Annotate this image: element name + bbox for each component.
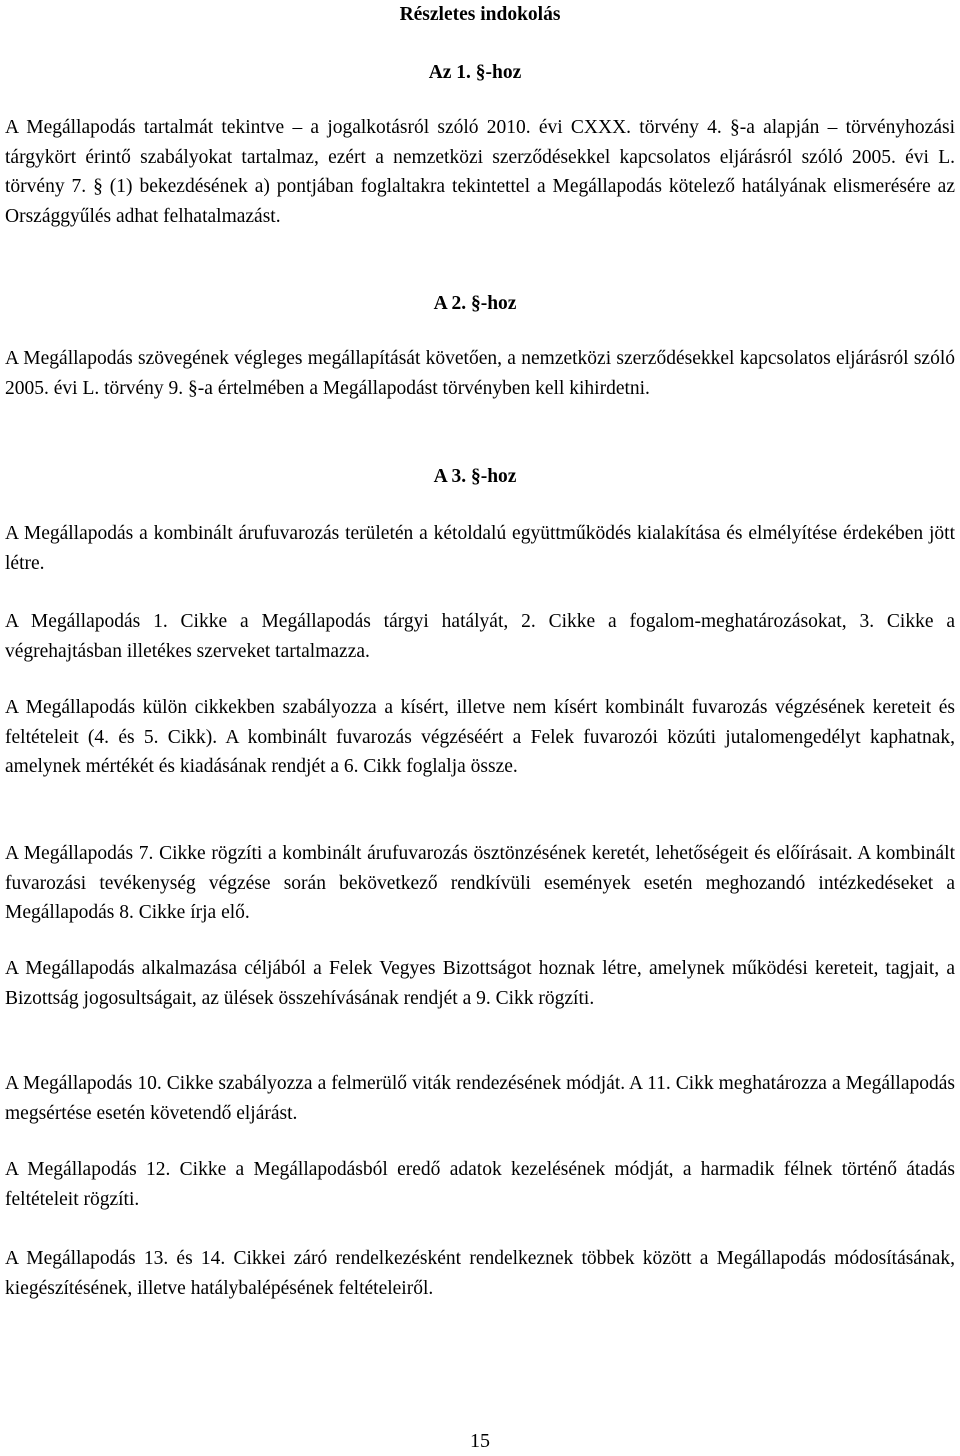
section-3-paragraph-2: A Megállapodás 1. Cikke a Megállapodás tárgyi hatályát, 2. Cikke a fogalom-meghatározásokat, 3. Cikke a végrehajtásban illetékes szerveket tartalmazza.	[5, 611, 955, 662]
page-number: 15	[470, 1430, 490, 1452]
section-2-paragraph-1: A Megállapodás szövegének végleges megállapítását követően, a nemzetközi szerződésekkel kapcsolatos eljárásról szóló 2005. évi L. törvény 9. §-a értelmében a Megállapodást törvényben kell kihirdetni.	[5, 348, 955, 399]
section-3-paragraph-8: A Megállapodás 13. és 14. Cikkei záró rendelkezésként rendelkeznek többek között a Megállapodás módosításának, kiegészítésének, illetve hatálybalépésének feltételeiről.	[5, 1248, 955, 1299]
document-page	[5, 0, 955, 1456]
document-title: Részletes indokolás	[399, 4, 561, 25]
section-3-paragraph-1: A Megállapodás a kombinált árufuvarozás területén a kétoldalú együttműködés kialakítása és elmélyítése érdekében jött létre.	[5, 523, 955, 574]
section-3-paragraph-6: A Megállapodás 10. Cikke szabályozza a felmerülő viták rendezésének módját. A 11. Cikk meghatározza a Megállapodás megsértése esetén követendő eljárást.	[5, 1073, 955, 1124]
section-heading-3: A 3. §-hoz	[433, 466, 517, 487]
section-3-paragraph-4: A Megállapodás 7. Cikke rögzíti a kombinált árufuvarozás ösztönzésének keretét, lehetőségeit és előírásait. A kombinált fuvarozási tevékenység végzése során bekövetkező rendkívüli események esetén meghozandó intézkedéseket a Megállapodás 8. Cikke írja elő.	[5, 843, 955, 923]
section-3-paragraph-3: A Megállapodás külön cikkekben szabályozza a kísért, illetve nem kísért kombinált fuvarozás végzésének kereteit és feltételeit (4. és 5. Cikk). A kombinált fuvarozás végzéséért a Felek fuvarozói közúti jutalomengedélyt kaphatnak, amelynek mértékét és kiadásának rendjét a 6. Cikk foglalja össze.	[5, 697, 955, 777]
section-heading-2: A 2. §-hoz	[433, 293, 517, 314]
section-heading-1: Az 1. §-hoz	[428, 62, 522, 83]
section-3-paragraph-5: A Megállapodás alkalmazása céljából a Felek Vegyes Bizottságot hoznak létre, amelynek működési kereteit, tagjait, a Bizottság jogosultságait, az ülések összehívásának rendjét a 9. Cikk rögzíti.	[5, 958, 955, 1009]
section-1-paragraph-1: A Megállapodás tartalmát tekintve – a jogalkotásról szóló 2010. évi CXXX. törvény 4. §-a alapján – törvényhozási tárgykört érintő szabályokat tartalmaz, ezért a nemzetközi szerződésekkel kapcsolatos eljárásról szóló 2005. évi L. törvény 7. § (1) bekezdésének a) pontjában foglaltakra tekintettel a Megállapodás kötelező hatályának elismerésére az Országgyűlés adhat felhatalmazást.	[5, 117, 955, 227]
section-3-paragraph-7: A Megállapodás 12. Cikke a Megállapodásból eredő adatok kezelésének módját, a harmadik félnek történő átadás feltételeit rögzíti.	[5, 1159, 955, 1210]
